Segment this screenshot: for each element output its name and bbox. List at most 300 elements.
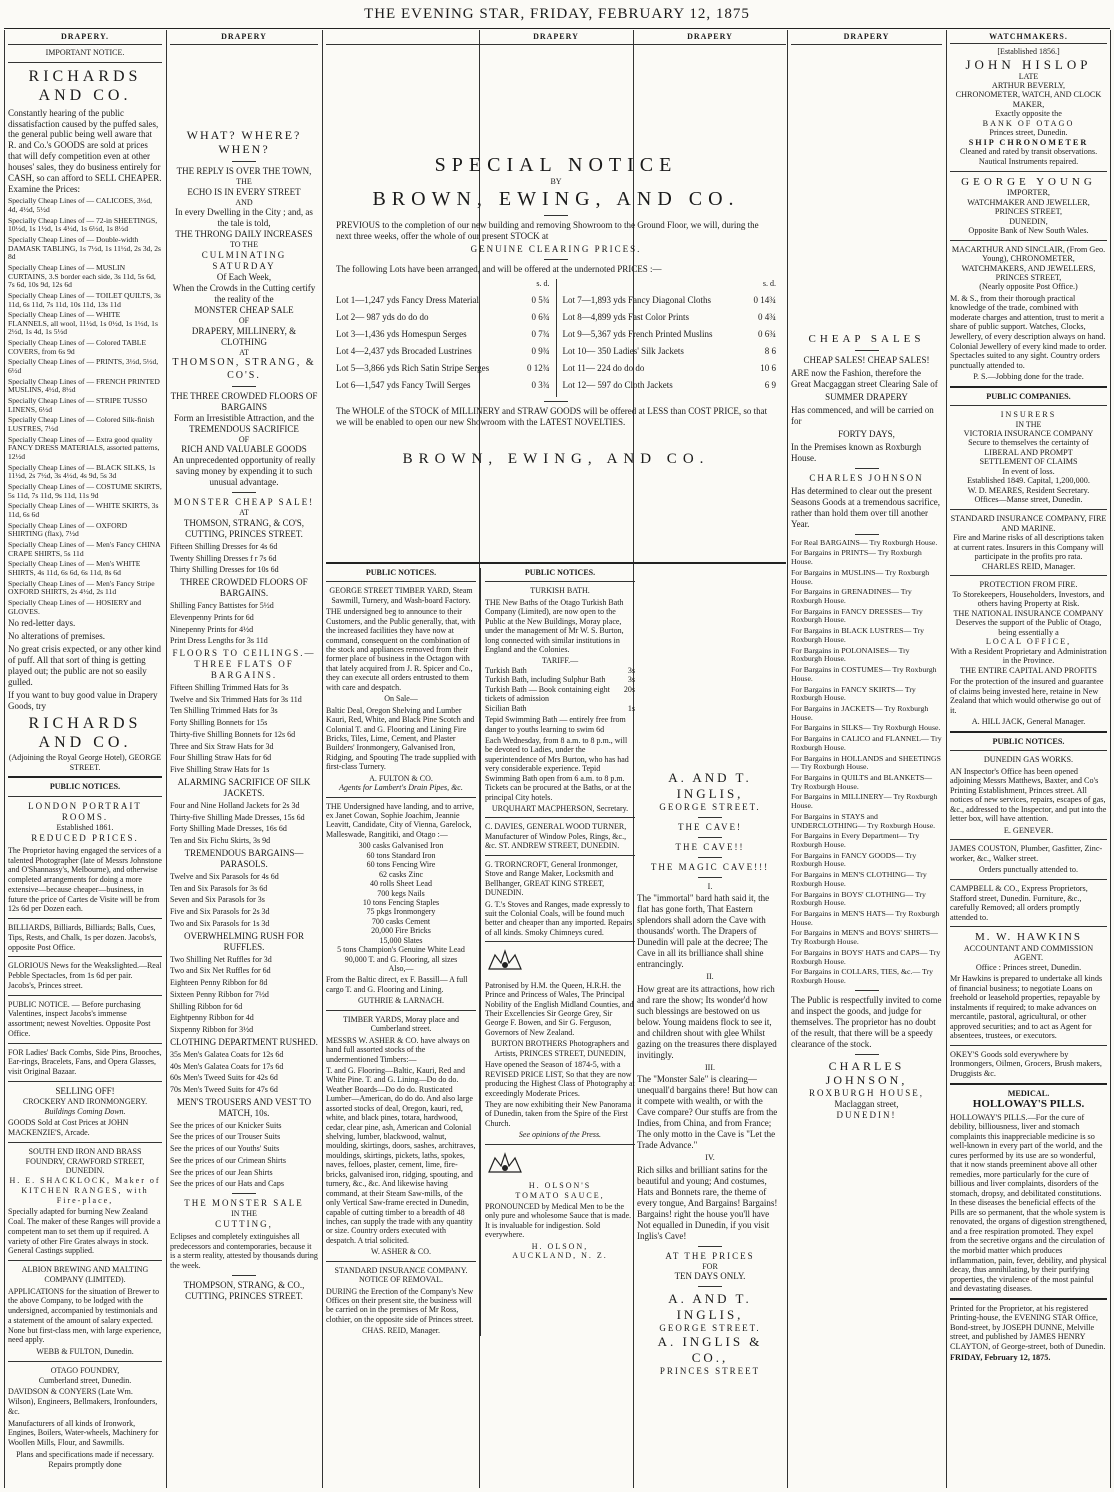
ad-body: G. T.'s Stoves and Ranges, made expressly to suit the Colonial Coals, will be found much better and cheaper than any imported. Repairs of all kinds. Smoky Chimneys cured. [485, 899, 633, 937]
ad-line: Orders punctually attended to. [978, 865, 1079, 875]
firm-name: THOMPSON, STRANG, & CO., CUTTING, PRINCES STREET. [183, 1279, 305, 1301]
tariff-item: Turkish Bath [485, 665, 527, 675]
firm-name: CHARLES JOHNSON, [825, 1058, 908, 1088]
lot-price: 0 7¾ [531, 328, 550, 339]
ad-signature: W. D. MEARES, Resident Secretary. [967, 485, 1090, 495]
bargain-line: For Bargains in JACKETS— Try Roxburgh House. [791, 703, 929, 722]
bargain-line: For Bargains in Every Department— Try Roxburgh House. [791, 831, 920, 849]
firm-name: A. INGLIS & CO., [657, 1334, 763, 1365]
lot-price: 0 5¾ [531, 294, 550, 305]
divider [698, 1286, 722, 1287]
lot-price: 0 4¾ [758, 311, 776, 322]
ad-body: DAVIDSON & CONYERS (Late Wm. Wilson), Engineers, Bellmakers, Ironfounders, &c. [8, 1387, 158, 1416]
bargain-line: For Bargains in COSTUMES— Try Roxburgh House. [791, 665, 937, 683]
cargo-item: 40 rolls Sheet Lead [370, 879, 432, 889]
price-line: Three and Six Straw Hats for 3d [170, 741, 274, 751]
ad-body: CAMPBELL & CO., Express Proprietors, Stafford street, Dunedin. Furniture, &c., carefully Removed; all orders promptly attended to. [950, 884, 1088, 922]
divider [8, 1081, 162, 1082]
price-line: Two and Six Net Ruffles for 6d [170, 966, 271, 976]
ad-title: PROTECTION FROM FIRE. [979, 580, 1078, 590]
divider [950, 1083, 1107, 1085]
firm-name: M. W. HAWKINS [974, 931, 1082, 944]
ad-line: PRINCES STREET [659, 1365, 761, 1376]
column-head: DRAPERY [637, 32, 783, 45]
divider [950, 575, 1107, 576]
ad-subtitle: NOTICE OF REMOVAL. [358, 1275, 444, 1285]
price-line: Specially Cheap Lines of — Double-width DAMASK TABLING, 1s 7½d, 1s 11½d, 2s 3d, 2s 8d [8, 234, 161, 262]
verse: Rich silks and brilliant satins for the beautiful and young; And costumes, Hats and Bonnets rare, the theme of every tongue, And Bargains! Bargains! Bargains! right the house you'll have Not equalled in Dunedin, if you visit Inglis's Cave! [637, 1164, 778, 1241]
ad-line: AT [239, 508, 249, 518]
price-line: Sixpenny Ribbon for 3½d [170, 1025, 254, 1035]
bargain-line: For Bargains in GRENADINES— Try Roxburgh House. [791, 587, 912, 606]
price-line: Five Shilling Straw Hats for 1s [170, 765, 270, 775]
ad-body: An unprecedented opportunity of really saving money by expending it to such unusual advantage. [172, 455, 316, 488]
column-6 [950, 32, 1107, 1487]
ad-body: BILLIARDS, Billiards, Billiards; Balls, Cues, Tips, Rests, and Chalk, 1s per dozen. Jacobs's, opposite Post Office. [8, 923, 157, 952]
price-line: Two Shilling Net Ruffles for 3d [170, 954, 272, 964]
bargain-line: For Bargains in MEN'S CLOTHING— Try Roxburgh House. [791, 870, 927, 888]
price-line: Specially Cheap Lines of — MUSLIN CURTAINS, 3.S border each side, 3s 11d, 5s 6d, 7s 6d, 10s 9d, 12s 6d [8, 262, 156, 290]
public-notices-right [481, 568, 635, 1336]
divider [485, 1144, 635, 1145]
ad-subtitle: Agents for Lambert's Drain Pipes, &c. [339, 783, 463, 793]
price-line: 35s Men's Galatea Coats for 12s 6d [170, 1049, 284, 1059]
bargain-line: For Bargains in COLLARS, TIES, &c.— Try Roxburgh House. [791, 967, 934, 986]
price-line: Shilling Ribbon for 6d [170, 1001, 243, 1011]
divider [950, 926, 1107, 927]
lot-row [336, 380, 550, 391]
tariff-item: Turkish Bath, including Sulphur Bath [485, 675, 606, 685]
ad-line: In every Dwelling in the City ; and, as the tale is told, [175, 207, 313, 229]
price-line: Ten and Six Parasols for 3s 6d [170, 883, 268, 893]
ad-title: TOMATO SAUCE, [515, 1190, 605, 1200]
ad-line: DUNEDIN, [1009, 216, 1048, 226]
lot-row [563, 312, 777, 323]
royal-crest-icon [485, 949, 525, 973]
verse: The "Monster Sale" is clearing—unequall'd bargains there! But how can it compete with wealth, or with the Cave compare? Our stuffs are from the Indies, from China, and from France; The only motto in the Cave is "Let the Trade Advance." [637, 1074, 778, 1151]
ad-body: PREVIOUS to the completion of our new building and removing Showroom to the Ground Floor, we will, during the next three weeks, offer the whole of our present STOCK at [336, 220, 759, 242]
verse: The "immortal" bard hath said it, the flat has gone forth, That Eastern splendors shall adorn the Cave with thousands' worth. The Drapers of Dunedin will pale at the decree; The Cave in all its brilliance shall shine entrancingly. [637, 893, 770, 970]
ad-line: SHIP CHRONOMETER [968, 137, 1089, 147]
ad-signature: A. FULTON & CO. [369, 773, 433, 783]
divider [485, 855, 635, 856]
divider [232, 386, 256, 387]
divider [855, 350, 879, 351]
divider [950, 509, 1107, 510]
ad-subtitle: Also,— [388, 964, 414, 974]
ad-line: LIBERAL AND PROMPT [984, 447, 1073, 457]
divider [8, 918, 162, 919]
ad-title: MEN'S TROUSERS AND VEST TO MATCH, 10s. [176, 1096, 312, 1118]
price-block [170, 955, 318, 1035]
firm-name: STANDARD INSURANCE COMPANY, FIRE AND MARINE. [950, 513, 1107, 533]
divider [698, 817, 722, 818]
ad-body: Eclipses and completely extinguishes all predecessors and contemporaries, because it is a sterm reality, attested by thousands during the week. [170, 1231, 318, 1271]
divider [232, 1275, 256, 1276]
ad-line: ARTHUR BEVERLY, [991, 80, 1066, 90]
bargain-line: For Bargains in MUSLINS— Try Roxburgh House. [791, 567, 930, 586]
divider [326, 1010, 476, 1011]
ad-signature: W. ASHER & CO. [371, 1247, 431, 1257]
ad-title: CLOTHING DEPARTMENT RUSHED. [170, 1036, 318, 1047]
tariff-price: 1s [627, 703, 635, 713]
tariff-price: 3s [627, 675, 635, 685]
price-line: Specially Cheap Lines of — CALICOES, 3½d, 4d, 4½d, 5½d [8, 196, 153, 214]
price-line: Specially Cheap Lines of — Extra good quality FANCY DRESS MATERIALS, assorted patterns, 12½d [8, 434, 160, 461]
masthead-rule [4, 28, 1110, 29]
ad-line: No red-letter days. [8, 618, 76, 629]
ad-body: In the Premises known as Roxburgh House. [791, 441, 922, 463]
verse-number: II. [706, 972, 714, 982]
ad-line: OF [238, 315, 250, 325]
divider [950, 731, 1107, 733]
ad-line: FORTY DAYS, [838, 428, 895, 439]
bargain-line: For Bargains in MILLINERY— Try Roxburgh House. [791, 792, 938, 811]
lot-name: Lot 10— 350 Ladies' Silk Jackets [562, 345, 684, 356]
price-line: 40s Men's Galatea Coats for 17s 6d [170, 1061, 284, 1071]
ad-body: GLORIOUS News for the Weakslighted.—Real Pebble Spectacles, from 1s 6d per pair. Jacobs's, Princes street. [8, 961, 162, 990]
lot-row [563, 329, 777, 340]
section-head: PUBLIC NOTICES. [365, 567, 437, 577]
ad-line: See opinions of the Press. [518, 1130, 602, 1140]
divider [8, 1361, 162, 1362]
ad-title: ALARMING SACRIFICE OF SILK JACKETS. [177, 776, 311, 798]
lot-price: 6 9 [764, 379, 776, 390]
lot-price: 0 6¾ [531, 311, 550, 322]
divider [950, 171, 1107, 172]
cargo-item: 60 tons Fencing Wire [366, 860, 436, 870]
divider [8, 995, 162, 996]
price-line: Ten and Six Fichu Skirts, 3s 9d [170, 836, 271, 846]
ad-body: THE undersigned beg to announce to their Customers, and the Public generally, that, with the increased facilities they have now at command, consequent on the combination of the stock and appliances removed from their former place of business in the Octagon with that lately acquired from J. R. Spicer and Co., they can execute all orders entrusted to them with care and despatch. [326, 607, 476, 692]
ad-line: THE CAVE! [677, 821, 743, 832]
ad-body: T. and G. Flooring—Baltic, Kauri, Red and White Pine. T. and G. Lining—Do do do. Weather Boards—Do do do. Rusticated Lumber—American, do do do. And also large assorted stocks of deal, Oregon, kauri, red, white, and black pines, totara, hardwood, cedar, clear pine, ash, American and Colonial shelving, lumber, blackwood, walnut, moulding, skirtings, doors, sashes, architraves, mouldings, skirtings, pickets, laths, spokes, naves, felloes, plaster, cement, lime, fire-bricks, galvanised iron, ridging, spouting, and turnery, &c., &c. And likewise having command, at their Steam Saw-mills, of the only Vertical Saw-frame erected in Dunedin, capable of cutting timber to a breadth of 48 inches, can supply the trade with any quantity or size. Country orders executed with despatch. A trial solicited. [326, 1065, 476, 1245]
ad-line: THE [236, 176, 252, 186]
price-line: Eightpenny Ribbon for 4d [170, 1013, 254, 1023]
divider [544, 259, 568, 260]
firm-name: THE NATIONAL INSURANCE COMPANY [953, 608, 1104, 618]
divider [232, 492, 256, 493]
price-line: Specially Cheap Lines of — Colored TABLE COVERS, from 6s 9d [8, 338, 147, 356]
ad-line: AND [235, 197, 253, 207]
firm-name: A. AND T. INGLIS, [668, 1291, 752, 1323]
ad-title: FLOORS TO CEILINGS.— THREE FLATS OF BARGAINS. [172, 648, 316, 680]
lot-price: 0 6¾ [758, 328, 776, 339]
tariff-price: 3s [627, 665, 635, 675]
verse-number: IV. [705, 1153, 715, 1163]
lot-name: Lot 5—3,866 yds Rich Satin Stripe Serges [336, 362, 490, 373]
ad-line: RICH AND VALUABLE GOODS [181, 444, 307, 455]
bargain-line: For Bargains in FANCY GOODS— Try Roxburgh House. [791, 850, 917, 869]
tariff-row [485, 704, 635, 713]
divider [544, 215, 568, 216]
price-line: Specially Cheap Lines of — STRIPE TUSSO LINENS, 6½d [8, 396, 148, 414]
ad-body: THE New Baths of the Otago Turkish Bath Company (Limited), are now open to the Public at the New Buildings, Moray place, under the management of Mr W. S. Burton, long connected with similar institutions in England and the Colonies. [485, 597, 624, 655]
firm-name: BROWN, EWING, AND CO. [402, 450, 710, 467]
column-4 [637, 770, 783, 1490]
cargo-item: 60 tons Standard Iron [366, 850, 436, 860]
divider [950, 386, 1107, 388]
ad-body: Has determined to clear out the present Seasons Goods at a tremendous sacrifice, rather than hold them over till another Year. [791, 485, 940, 529]
ad-body: Tepid Swimming Bath — entirely free from danger to youths learning to swim 6d [485, 715, 626, 734]
ad-title: H. E. SHACKLOCK, Maker of KITCHEN RANGES, with Fire-place, [9, 1176, 161, 1205]
divider [8, 796, 162, 797]
price-line: Print Dress Lengths for 3s 11d [170, 636, 268, 646]
ad-body: The Proprietor having engaged the services of a talented Photographer (late of Messrs Johnstone and O'Shannassy's, Melbourne), and otherwise completed arrangements for doing a more extensive—because cheaper—business, in future the price of Cartes de Visite will be from 12s 6d per Dozen each. [8, 845, 162, 914]
ad-subtitle: TARIFF.— [541, 656, 579, 666]
ad-line: Opposite Bank of New South Wales. [968, 226, 1089, 236]
notice-title: IMPORTANT NOTICE. [45, 47, 125, 57]
bargain-line: For Bargains in BLACK LUSTRES— Try Roxburgh House. [791, 626, 925, 644]
lot-price: 0 9¾ [531, 345, 550, 356]
ad-signature: CHARLES REID, Manager. [981, 561, 1076, 571]
price-line: See the prices of our Youths' Suits [170, 1144, 280, 1154]
ad-body: M. & S., from their thorough practical knowledge of the trade, combined with moderate charges and attention, trust to merit a share of public support. Watches, Clocks, Jewellery, of every description always on hand. Colonial Jewellery of every kind made to order. Spectacles suited to any sight. Country orders punctually attended to. [950, 293, 1107, 370]
lot-price: 0 3¾ [531, 379, 550, 390]
ad-line: Deserves the support of the Public of Otago, being essentially a [955, 618, 1102, 637]
price-list [8, 197, 162, 616]
cargo-item: 75 pkgs Ironmongery [366, 907, 436, 917]
ad-body: OKEY'S Goods sold everywhere by Ironmongers, Oilmen, Grocers, Brush makers, Druggists &c. [950, 1049, 1102, 1078]
divider [326, 797, 476, 798]
price-line: Forty Shilling Made Dresses, 16s 6d [170, 824, 287, 834]
price-block [170, 872, 318, 929]
ad-body: DURING the Erection of the Company's New Offices on their present site, the business will be carried on in the premises of Mr Ross, clothier, on the opposite side of Princes street. [326, 1286, 474, 1324]
ad-line: ECHO IS IN EVERY STREET [187, 186, 301, 197]
price-block [170, 1121, 318, 1190]
ad-line: TREMENDOUS SACRIFICE [189, 423, 299, 434]
column-head: DRAPERY [170, 32, 318, 45]
price-line: Specially Cheap Lines of — FRENCH PRINTED MUSLINS, 4½d, 8½d [8, 376, 160, 395]
ad-body: FOR Ladies' Back Combs, Side Pins, Brooches, Ear-rings, Bracelets, Fans, and Opera Glasses, visit Original Bazaar. [8, 1047, 162, 1077]
ad-body: PUBLIC NOTICE. — Before purchasing Valentines, inspect Jacobs's immense assortment; newest Novelties. Opposite Post Office. [8, 999, 151, 1038]
cargo-item: 20,000 Fire Bricks [371, 926, 431, 936]
price-line: Sixteen Penny Ribbon for 7½d [170, 989, 269, 999]
ad-line: FOR [702, 1261, 718, 1271]
ad-title: STANDARD INSURANCE COMPANY. [334, 1265, 468, 1275]
lot-table [336, 279, 776, 397]
price-line: Specially Cheap Lines of — TOILET QUILTS, 3s 11d, 6s 11d, 7s 11d, 10s 11d, 13s 11d [8, 290, 161, 309]
tariff-price: 20s [623, 684, 635, 694]
ad-title: CUTTING, [215, 1218, 273, 1229]
price-line: Thirty Shilling Dresses for 10s 6d [170, 565, 279, 575]
divider [855, 990, 879, 991]
column-rule [4, 30, 5, 1488]
ad-title: CHEAP SALES [808, 332, 925, 345]
ad-line: TEN DAYS ONLY. [674, 1271, 746, 1282]
ad-line: DUNEDIN! [836, 1109, 897, 1120]
ad-subtitle: [Established 1856.] [997, 47, 1060, 57]
divider [326, 562, 786, 564]
price-line: See the prices of our Hats and Caps [170, 1179, 284, 1189]
ad-body: Have opened the Season of 1874-5, with a REVISED PRICE LIST, So that they are now producing the Highest Class of Photography at exceedingly Moderate Prices. [485, 1060, 635, 1098]
ad-title: OTAGO FOUNDRY, [50, 1365, 120, 1375]
ad-line: Secure to themselves the certainty of [968, 438, 1089, 448]
ad-line: THE REPLY IS OVER THE TOWN, [176, 166, 312, 176]
lot-list-right [557, 279, 777, 397]
price-block [170, 801, 318, 846]
ad-line: LATE [1018, 71, 1039, 81]
divider [326, 581, 476, 582]
lot-row [336, 363, 550, 374]
firm-name: CHARLES JOHNSON [809, 472, 924, 483]
cargo-item: 90,000 T. and G. Flooring, all sizes [344, 954, 458, 964]
ad-line: IMPORTER, [1007, 188, 1050, 198]
ad-body: The Public is respectfully invited to come and inspect the goods, and judge for themselves. The proprietor has no doubt of the result, that there will be a speedy clearance of the stock. [791, 994, 942, 1049]
ad-line: AT THE PRICES [665, 1250, 755, 1261]
ad-signature: URQUHART MACPHERSON, Secretary. [491, 804, 629, 814]
ad-body: G. TRORNCROFT, General Ironmonger, Stove and Range Maker, Locksmith and Bellhanger, GREAT KING STREET, DUNEDIN. [485, 859, 618, 898]
ad-signature: E. GENEVER. [1003, 825, 1054, 835]
ad-body: The following Lots have been arranged, and will be offered at the undernoted PRICES :— [336, 264, 662, 275]
ad-line: ACCOUNTANT AND COMMISSION AGENT. [963, 943, 1094, 963]
ad-title: LONDON PORTRAIT ROOMS. [28, 801, 142, 823]
ad-signature: A. HILL JACK, General Manager. [971, 717, 1086, 727]
divider [950, 1045, 1107, 1046]
ad-line: When the Crowds in the Cutting certify the reality of the [172, 283, 316, 304]
divider [485, 581, 635, 582]
tariff-row [485, 685, 635, 704]
divider [8, 1142, 162, 1143]
divider [698, 877, 722, 878]
ad-title: DUNEDIN GAS WORKS. [983, 755, 1074, 765]
column-rule [1110, 30, 1111, 1488]
ad-body: HOLLOWAY'S PILLS.—For the cure of debility, billiousness, liver and stomach complaints this inappreciable medicine is so well-known in every part of the world, and the cures performed by its use are so wonderful, that it now stands preeminent above all other remedies, more particularly for the cure of billious and liver complaints, disorders of the stomach, dropsy, and debilitated constitutions. In these diseases the beneficial effects of the Pills are so permanent, that the whole system is renovated, the organs of digestion strengthened, and a free respiration promoted. They expel from the secretive organs and the circulation of the morbid matter which produces inflammation, pain, fever, debility, and physical decay, thus annihilating, by their purifying properties, the virulence of the most painful and devastating diseases. [950, 1112, 1107, 1294]
ad-title: TURKISH BATH. [530, 586, 590, 596]
price-line: See the prices of our Crimean Shirts [170, 1155, 286, 1165]
divider [855, 534, 879, 535]
cargo-item: 5 tons Champion's Genuine White Lead [337, 945, 465, 955]
price-line: Two and Six Parasols for 1s 3d [170, 918, 270, 928]
price-line: Ninepenny Prints for 4½d [170, 624, 254, 634]
firm-name: MACARTHUR AND SINCLAIR, (From Geo. Young), CHRONOMETER, WATCHMAKERS, AND JEWELLERS, [951, 244, 1106, 273]
ad-line: IN THE [231, 1209, 257, 1219]
royal-crest-icon [485, 1152, 525, 1176]
lot-row [563, 380, 777, 391]
ad-body: For the protection of the insured and guarantee of claims being invested here, retaine in New Zealand that which would otherwise go out of it. [950, 677, 1104, 715]
lot-name: Lot 1—1,247 yds Fancy Dress Material [336, 294, 479, 305]
ad-subtitle: AUCKLAND, N. Z. [512, 1251, 608, 1261]
divider [232, 1193, 256, 1194]
bargain-line: For Bargains in POLONAISES— Try Roxburgh House. [791, 645, 910, 664]
ad-body: GOODS Sold at Cost Prices at JOHN MACKENZIE'S, Arcade. [8, 1118, 129, 1138]
ad-body: PRONOUNCED by Medical Men to be the only pure and wholesome Sauce that is made. It is invaluable for indigestion. Sold everywhere. [485, 1202, 632, 1240]
price-line: Thirty-five Shilling Made Dresses, 15s 6d [170, 812, 305, 822]
price-line: Twenty Shilling Dresses f r 7s 6d [170, 553, 277, 563]
section-head: PUBLIC NOTICES. [992, 736, 1065, 746]
spacer [170, 48, 318, 128]
ad-line: GEORGE STREET. [659, 1323, 761, 1334]
lot-row [563, 295, 777, 306]
divider [950, 879, 1107, 880]
divider [485, 941, 635, 942]
verse-number: I. [707, 881, 713, 891]
divider [232, 161, 256, 162]
section-head: PUBLIC NOTICES. [524, 567, 596, 577]
firm-name: RICHARDS AND CO. [28, 67, 142, 105]
bargain-list [791, 539, 942, 986]
column-2 [170, 32, 318, 1487]
tariff-item: Sicilian Bath [485, 703, 527, 713]
ad-line: CULMINATING SATURDAY [201, 250, 287, 272]
ad-title: THREE CROWDED FLOORS OF BARGAINS. [180, 577, 308, 599]
ad-line: THE THRONG DAILY INCREASES [175, 229, 313, 240]
ad-body: Fire and Marine risks of all descriptions taken at current rates. Insurers in this Company will participate in the profits pro rata. [953, 533, 1104, 562]
ad-line: Plans and specifications made if necessary. [16, 1449, 154, 1459]
lot-name: Lot 2— 987 yds do do do [336, 311, 429, 322]
ad-line: IN THE [1015, 419, 1042, 429]
ad-title: TREMENDOUS BARGAINS— PARASOLS. [184, 847, 304, 869]
price-line: 60s Men's Tweed Suits for 42s 6d [170, 1073, 278, 1083]
price-line: Specially Cheap Lines of — WHITE FLANNELS, all wool, 11½d, 1s 0½d, 1s 1½d, 1s 2½d, 1s 4d, 1s 5½d [8, 310, 158, 337]
ad-line: DRAPERY, MILLINERY, & CLOTHING [191, 325, 297, 347]
ad-body: APPLICATIONS for the situation of Brewer to the above Company, to be lodged with the undersigned, accompanied by testimonials and a statement of the amount of salary expected. None but first-class men, with large experience, need apply. [8, 1286, 162, 1345]
lot-row [563, 363, 777, 374]
divider [698, 857, 722, 858]
price-line: Specially Cheap Lines of — Men's WHITE SHIRTS, 4s 11d, 6s 6d, 6s 11d, 8s 6d [8, 559, 141, 577]
price-line: Specially Cheap Lines of — Men's Fancy Stripe OXFORD SHIRTS, 2s 4½d, 2s 11d [8, 578, 155, 597]
ad-signature: GUTHRIE & LARNACH. [358, 996, 444, 1006]
ad-line: Office : Princes street, Dunedin. [975, 962, 1082, 972]
divider [8, 1260, 162, 1261]
ad-body: From the Baltic direct, ex F. Bassill— A full cargo T. and G. Flooring and Lining. [326, 975, 468, 994]
price-line: Specially Cheap Lines of — OXFORD SHIRTING (flax), 7½d [8, 520, 128, 539]
ad-line: (Nearly opposite Post Office.) [979, 282, 1078, 292]
ad-title: BURTON BROTHERS Photographers and Artists, PRINCES STREET, DUNEDIN, [491, 1039, 629, 1058]
ad-line: In event of loss. [1002, 466, 1055, 476]
ad-body: ARE now the Fashion, therefore the Great Macgaggan street Clearing Sale of [791, 368, 938, 390]
price-line: Specially Cheap Lines of — Men's Fancy CHINA CRAPE SHIRTS, 5s 11d [8, 539, 161, 558]
lot-name: Lot 9—5,367 yds French Printed Muslins [562, 328, 713, 339]
ad-line: WATCHMAKER AND JEWELLER, [967, 197, 1090, 207]
ad-title: GEORGE STREET TIMBER YARD, Steam Sawmill, Turnery, and Wash-board Factory. [329, 586, 473, 605]
divider [698, 1246, 722, 1247]
ad-title: HOLLOWAY'S PILLS. [972, 1098, 1085, 1111]
lot-row [336, 329, 550, 340]
ad-title: ALBION BREWING AND MALTING COMPANY (LIMITED). [21, 1265, 149, 1284]
ad-title: OVERWHELMING RUSH FOR RUFFLES. [183, 930, 304, 952]
ad-line: OF [238, 434, 250, 444]
divider [698, 837, 722, 838]
ad-line: THE THREE CROWDED FLOORS OF BARGAINS [170, 390, 318, 412]
price-line: Ten Shilling Trimmed Hats for 3s [170, 706, 278, 716]
ad-line: Maclaggan street, [834, 1098, 899, 1109]
lot-name: Lot 3—1,436 yds Homespun Serges [336, 328, 467, 339]
price-line: Specially Cheap Lines of — COSTUME SKIRTS, 5s 11d, 7s 11d, 9s 11d, 11s 9d [8, 481, 162, 500]
firm-name: RICHARDS AND CO. [28, 714, 142, 752]
price-line: Fifteen Shilling Trimmed Hats for 3s [170, 682, 289, 692]
ad-line: GENUINE CLEARING PRICES. [470, 244, 642, 255]
address: (Adjoining the Royal George Hotel), GEORGE STREET. [8, 752, 162, 772]
firm-name: THOMSON, STRANG, & CO'S. [172, 357, 316, 381]
price-line: Seven and Six Parasols for 3s [170, 895, 265, 905]
bargain-line: For Bargains in BOYS' HATS and CAPS— Try Roxburgh House. [791, 947, 941, 966]
ad-line: CHRONOMETER, WATCH, AND CLOCK MAKER, [955, 90, 1102, 109]
bargain-line: For Bargains in FANCY SKIRTS— Try Roxburgh House. [791, 684, 916, 703]
ad-line: With a Resident Proprietary and Administration in the Province. [950, 646, 1107, 666]
bargain-line: For Bargains in FANCY DRESSES— Try Roxburgh House. [791, 606, 923, 625]
section-head: PUBLIC COMPANIES. [986, 391, 1071, 401]
price-line: Eighteen Penny Ribbon for 8d [170, 978, 268, 988]
spacer [791, 48, 942, 333]
divider [8, 1043, 162, 1044]
ad-subtitle: Established 1861. [56, 823, 114, 833]
price-block [170, 683, 318, 775]
price-head: s. d. [536, 279, 550, 289]
ad-line: P. S.—Jobbing done for the trade. [973, 372, 1084, 382]
column-4-head [637, 32, 783, 46]
ad-title: WHAT? WHERE? WHEN? [186, 127, 302, 157]
